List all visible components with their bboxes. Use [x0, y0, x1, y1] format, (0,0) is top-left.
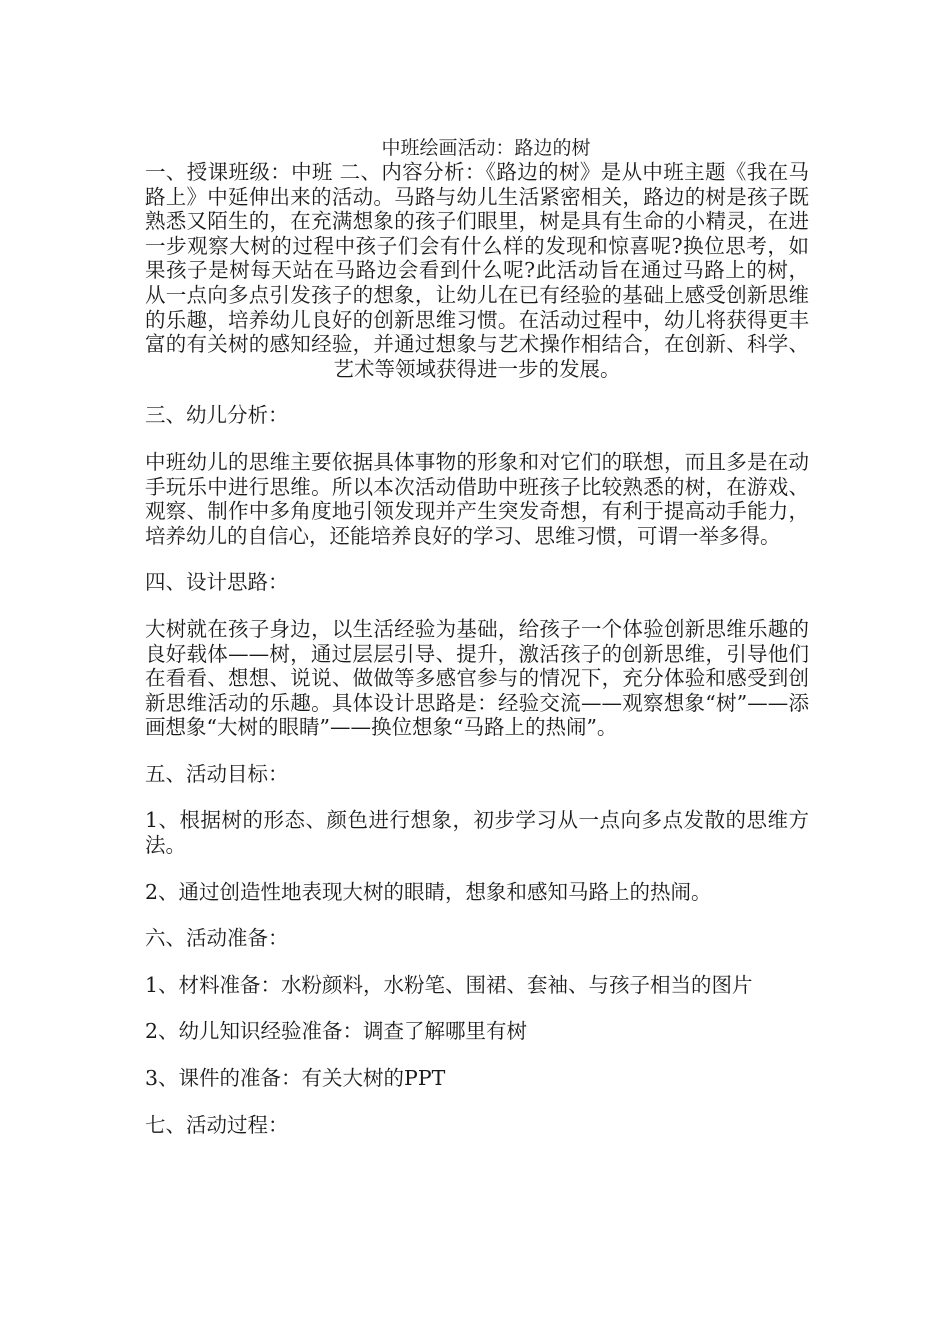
design-idea-paragraph: 大树就在孩子身边，以生活经验为基础，给孩子一个体验创新思维乐趣的良好载体——树，通过层层引导、提升，激活孩子的创新思维，引导他们在看看、想想、说说、做做等多感官参与的情况下，充分体验和感受到创新思维活动的乐趣。具体设计思路是：经验交流——观察想象“树”——添画想象“大树的眼睛”——换位想象“马路上的热闹”。 — [145, 616, 809, 740]
section-heading-design-idea: 四、设计思路： — [145, 570, 289, 595]
document-page — [145, 136, 809, 1137]
goal-item: 2、通过创造性地表现大树的眼睛，想象和感知马路上的热闹。 — [145, 879, 712, 904]
prep-item: 1、材料准备：水粉颜料，水粉笔、围裙、套袖、与孩子相当的图片 — [145, 972, 753, 997]
section-heading-preparation: 六、活动准备： — [145, 926, 289, 951]
goal-item: 1、根据树的形态、颜色进行想象，初步学习从一点向多点发散的思维方法。 — [145, 808, 809, 858]
document-title: 中班绘画活动：路边的树 — [381, 137, 591, 159]
prep-item: 2、幼儿知识经验准备：调查了解哪里有树 — [145, 1019, 528, 1044]
section-heading-goals: 五、活动目标： — [145, 761, 289, 786]
child-analysis-paragraph: 中班幼儿的思维主要依据具体事物的形象和对它们的联想，而且多是在动手玩乐中进行思维。所以本次活动借助中班孩子比较熟悉的树，在游戏、观察、制作中多角度地引领发现并产生突发奇想，有利于提高动手能力，培养幼儿的自信心，还能培养良好的学习、思维习惯，可谓一举多得。 — [145, 449, 809, 548]
section-heading-child-analysis: 三、幼儿分析： — [145, 403, 289, 428]
prep-item: 3、课件的准备：有关大树的PPT — [145, 1066, 446, 1091]
section-heading-process: 七、活动过程： — [145, 1112, 289, 1137]
intro-paragraph: 一、授课班级：中班 二、内容分析：《路边的树》是从中班主题《我在马路上》中延伸出来的活动。马路与幼儿生活紧密相关，路边的树是孩子既熟悉又陌生的，在充满想象的孩子们眼里，树是具有生命的小精灵，在进一步观察大树的过程中孩子们会有什么样的发现和惊喜呢?换位思考，如果孩子是树每天站在马路边会看到什么呢?此活动旨在通过马路上的树，从一点向多点引发孩子的想象，让幼儿在已有经验的基础上感受创新思维的乐趣，培养幼儿良好的创新思维习惯。在活动过程中，幼儿将获得更丰富的有关树的感知经验，并通过想象与艺术操作相结合，在创新、科学、艺术等领域获得进一步的发展。 — [145, 160, 809, 381]
